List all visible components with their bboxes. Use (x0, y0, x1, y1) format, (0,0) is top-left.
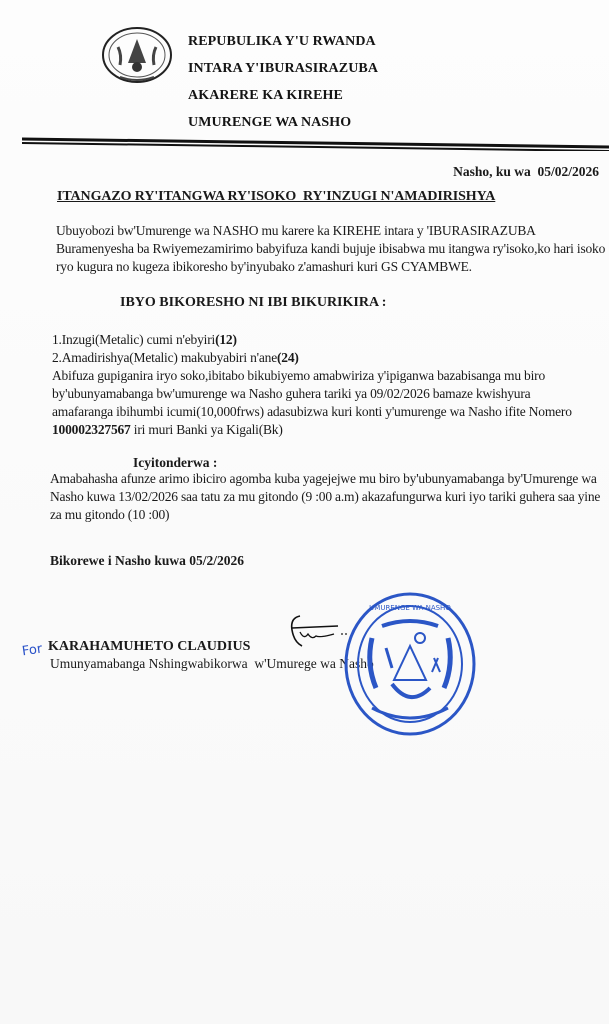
item-text: 2.Amadirishya(Metalic) makubyabiri n'ane (52, 350, 277, 365)
items-and-bid-info (52, 331, 592, 439)
signed-place-date: Bikorewe i Nasho kuwa 05/2/2026 (50, 553, 245, 568)
official-stamp-icon (342, 588, 478, 738)
item-quantity: (12) (215, 332, 237, 347)
bid-info-text: Abifuza gupiganira iryo soko,ibitabo bikubiyemo amabwiriza y'ipiganwa bazabisanga mu biro by'ubunyamabanga bw'umurenge wa Nasho guhera tariki ya 09/02/2026 bamaze kwishyura amafaranga ibihumbi icumi(10,000frws) adasubizwa kuri konti y'umurenge wa Nasho ifite Nomero (52, 368, 572, 419)
note-paragraph: Amabahasha afunze arimo ibiciro agomba kuba yagejejwe mu biro by'ubunyamabanga by'Umurenge wa Nasho kuwa 13/02/2026 saa tatu za mu gitondo (9 :00 a.m) akazafungurwa kuri iyo tariki guhera saa yine za mu gitondo (10 :00) (50, 471, 601, 522)
header-line-province: INTARA Y'IBURASIRAZUBA (188, 61, 379, 76)
header-line-sector: UMURENGE WA NASHO (188, 115, 352, 130)
signer-name: KARAHAMUHETO CLAUDIUS (48, 639, 251, 654)
intro-paragraph: Ubuyobozi bw'Umurenge wa NASHO mu karere ka KIREHE intara y 'IBURASIRAZUBA Buramenyesha ba Rwiyemezamirimo babyifuza kandi bujuje ibisabwa mu itangwa ry'isoko,ko hari isoko ryo kugura no kugeza ibikoresho by'inyubako z'amashuri kuri GS CYAMBWE. (56, 223, 606, 274)
note-heading: Icyitonderwa : (133, 455, 218, 470)
coat-of-arms-emblem-icon (100, 25, 174, 87)
document-title: ITANGAZO RY'ITANGWA RY'ISOKO RY'INZUGI N'AMADIRISHYA (57, 189, 496, 204)
bank-account-number: 100002327567 (52, 422, 131, 437)
header-line-country: REPUBULIKA Y'U RWANDA (188, 34, 376, 49)
list-item (52, 331, 592, 349)
document-date: Nasho, ku wa 05/02/2026 (453, 164, 599, 179)
signer-title: Umunyamabanga Nshingwabikorwa w'Umurege wa Nasho (50, 656, 374, 671)
item-quantity: (24) (276, 350, 299, 365)
header-divider-rule (22, 137, 609, 151)
handwritten-signature-icon (278, 612, 350, 652)
items-heading: IBYO BIKORESHO NI IBI BIKURIKIRA : (120, 295, 387, 310)
list-item (52, 349, 592, 367)
for-prefix-handwritten: For (21, 641, 44, 660)
header-line-district: AKARERE KA KIREHE (188, 88, 343, 103)
item-text: 1.Inzugi(Metalic) cumi n'ebyiri (52, 332, 216, 347)
stamp-text: UMURENGE WA NASHO (369, 604, 451, 612)
bid-info-paragraph (52, 367, 592, 439)
bid-info-bank: iri muri Banki ya Kigali(Bk) (130, 422, 283, 437)
